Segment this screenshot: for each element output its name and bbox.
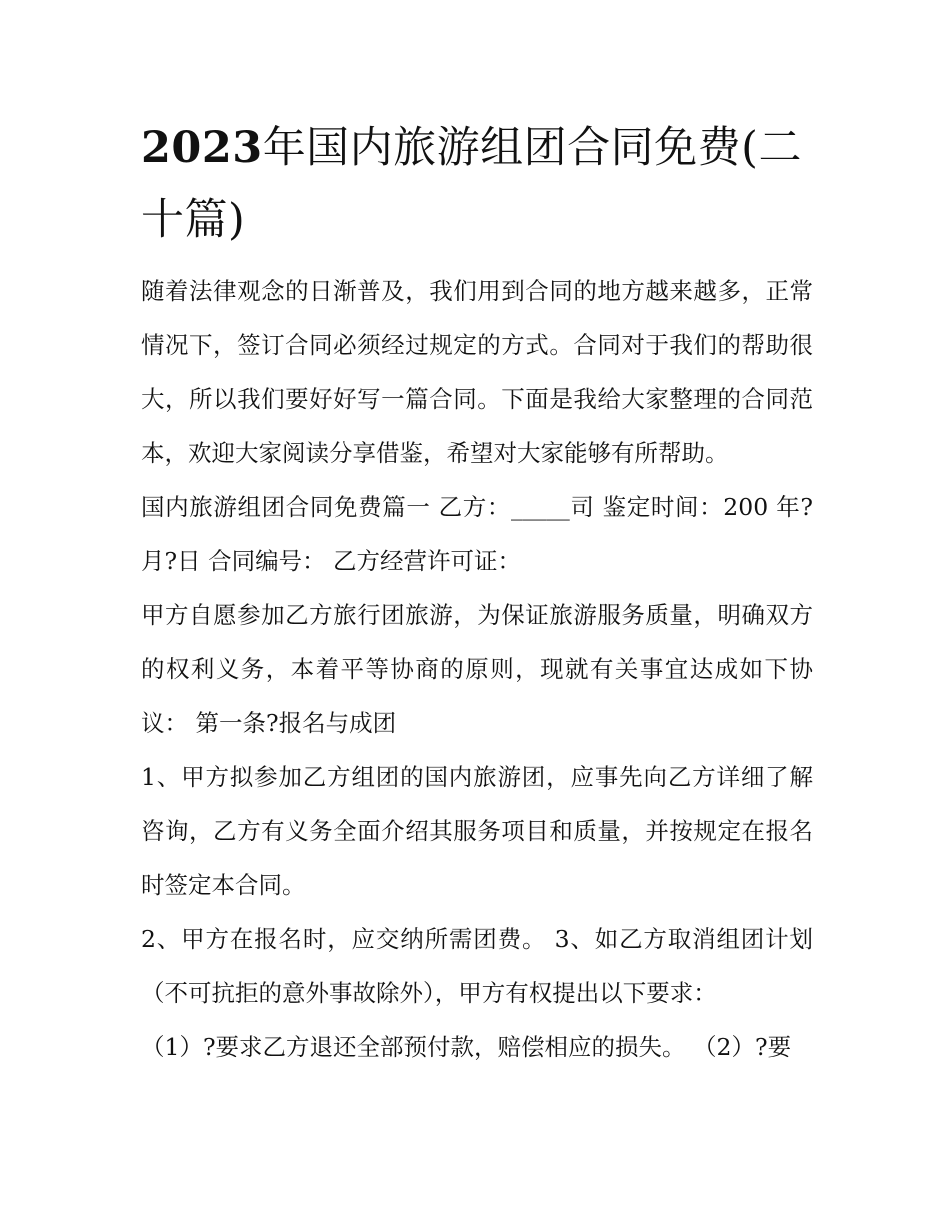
clause-3-items-paragraph: （1）?要求乙方退还全部预付款，赔偿相应的损失。 （2）?要	[141, 1033, 792, 1061]
title-text: 年国内旅游组团合同免费(二十篇)	[141, 123, 802, 245]
title-year: 2023	[141, 123, 263, 173]
preamble-paragraph: 甲方自愿参加乙方旅行团旅游，为保证旅游服务质量，明确双方的权利义务，本着平等协商的原则，现就有关事宜达成如下协议： 第一条?报名与成团	[141, 601, 813, 737]
document-body	[141, 112, 813, 1074]
document-title	[141, 112, 813, 256]
clause-2-3-paragraph: 2、甲方在报名时，应交纳所需团费。 3、如乙方取消组团计划（不可抗拒的意外事故除外），甲方有权提出以下要求：	[141, 925, 813, 1007]
contract-header-paragraph: 国内旅游组团合同免费篇一 乙方：_____司 鉴定时间：200 年?月?日 合同编号： 乙方经营许可证：	[141, 493, 813, 575]
intro-paragraph: 随着法律观念的日渐普及，我们用到合同的地方越来越多，正常情况下，签订合同必须经过规定的方式。合同对于我们的帮助很大，所以我们要好好写一篇合同。下面是我给大家整理的合同范本，欢迎大家阅读分享借鉴，希望对大家能够有所帮助。	[141, 277, 813, 467]
clause-1-paragraph: 1、甲方拟参加乙方组团的国内旅游团，应事先向乙方详细了解咨询，乙方有义务全面介绍其服务项目和质量，并按规定在报名时签定本合同。	[141, 763, 813, 899]
